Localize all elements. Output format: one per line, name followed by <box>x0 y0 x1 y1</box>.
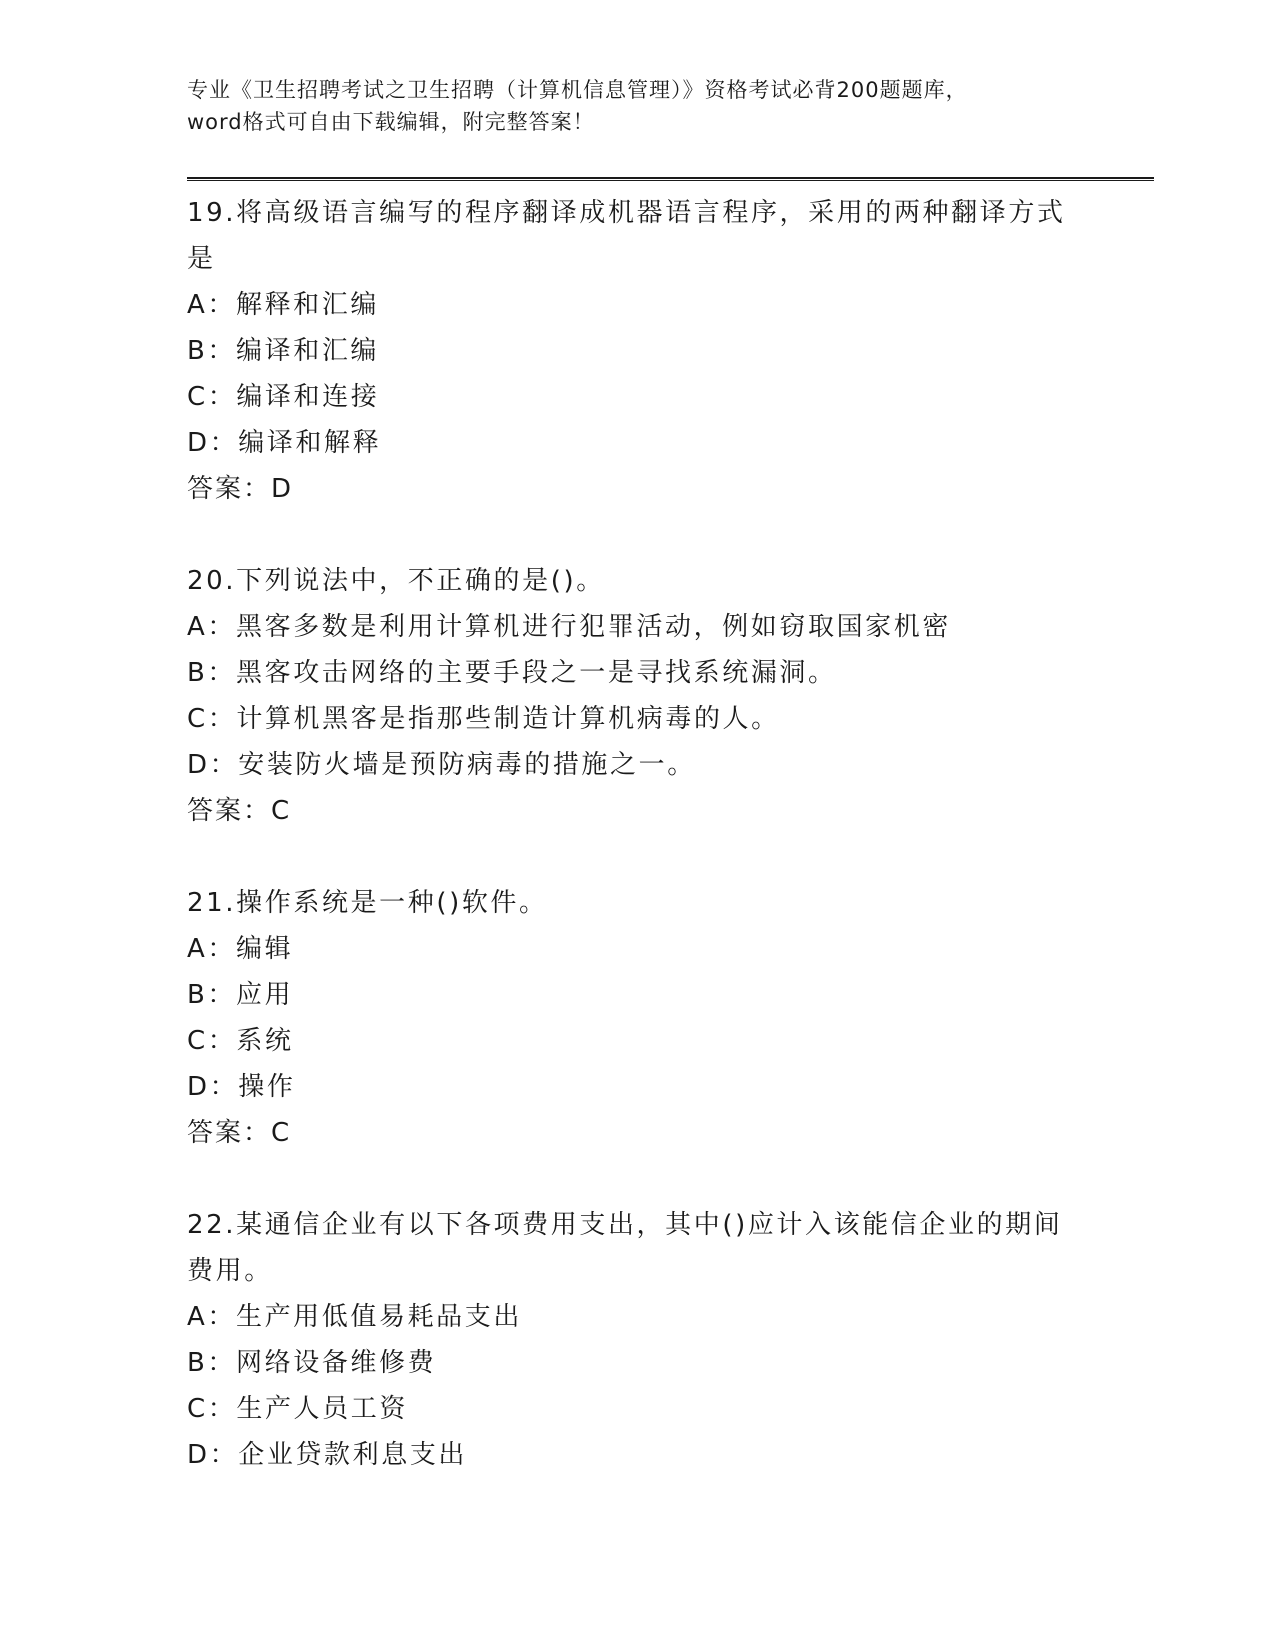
question-22-stem: 22.某通信企业有以下各项费用支出，其中()应计入该能信企业的期间 <box>187 1210 1063 1240</box>
question-19-stem-cont: 是 <box>187 244 216 274</box>
question-20-option-b: B：黑客攻击网络的主要手段之一是寻找系统漏洞。 <box>187 658 837 688</box>
question-20-option-a: A：黑客多数是利用计算机进行犯罪活动，例如窃取国家机密 <box>187 612 951 642</box>
question-21-option-b: B：应用 <box>187 980 294 1010</box>
question-19-answer: 答案：D <box>187 474 294 504</box>
question-19-option-a: A：解释和汇编 <box>187 290 379 320</box>
question-19-option-b: B：编译和汇编 <box>187 336 380 366</box>
question-21-answer: 答案：C <box>187 1118 292 1148</box>
question-19-stem: 19.将高级语言编写的程序翻译成机器语言程序，采用的两种翻译方式 <box>187 198 1066 228</box>
question-spacer <box>187 1156 1087 1202</box>
question-22-option-b: B：网络设备维修费 <box>187 1348 437 1378</box>
question-20 <box>187 558 1087 834</box>
header-divider <box>187 177 1154 181</box>
question-21-option-a: A：编辑 <box>187 934 294 964</box>
question-21-option-d: D：操作 <box>187 1072 296 1102</box>
question-22-stem-cont: 费用。 <box>187 1256 273 1286</box>
question-20-option-d: D：安装防火墙是预防病毒的措施之一。 <box>187 750 696 780</box>
question-20-answer: 答案：C <box>187 796 292 826</box>
question-spacer <box>187 512 1087 558</box>
question-21-stem: 21.操作系统是一种()软件。 <box>187 888 548 918</box>
header-line-2: word格式可自由下载编辑，附完整答案！ <box>187 110 595 134</box>
question-21 <box>187 880 1087 1156</box>
header-line-1: 专业《卫生招聘考试之卫生招聘（计算机信息管理）》资格考试必背200题题库， <box>187 78 968 102</box>
question-22 <box>187 1202 1087 1478</box>
question-22-option-d: D：企业贷款利息支出 <box>187 1440 468 1470</box>
question-list <box>187 190 1087 1478</box>
document-header <box>187 74 1077 138</box>
question-spacer <box>187 834 1087 880</box>
question-20-stem: 20.下列说法中，不正确的是()。 <box>187 566 605 596</box>
question-19-option-c: C：编译和连接 <box>187 382 380 412</box>
question-20-option-c: C：计算机黑客是指那些制造计算机病毒的人。 <box>187 704 780 734</box>
question-22-option-c: C：生产人员工资 <box>187 1394 408 1424</box>
question-19-option-d: D：编译和解释 <box>187 428 382 458</box>
question-21-option-c: C：系统 <box>187 1026 294 1056</box>
question-22-option-a: A：生产用低值易耗品支出 <box>187 1302 522 1332</box>
question-19 <box>187 190 1087 512</box>
